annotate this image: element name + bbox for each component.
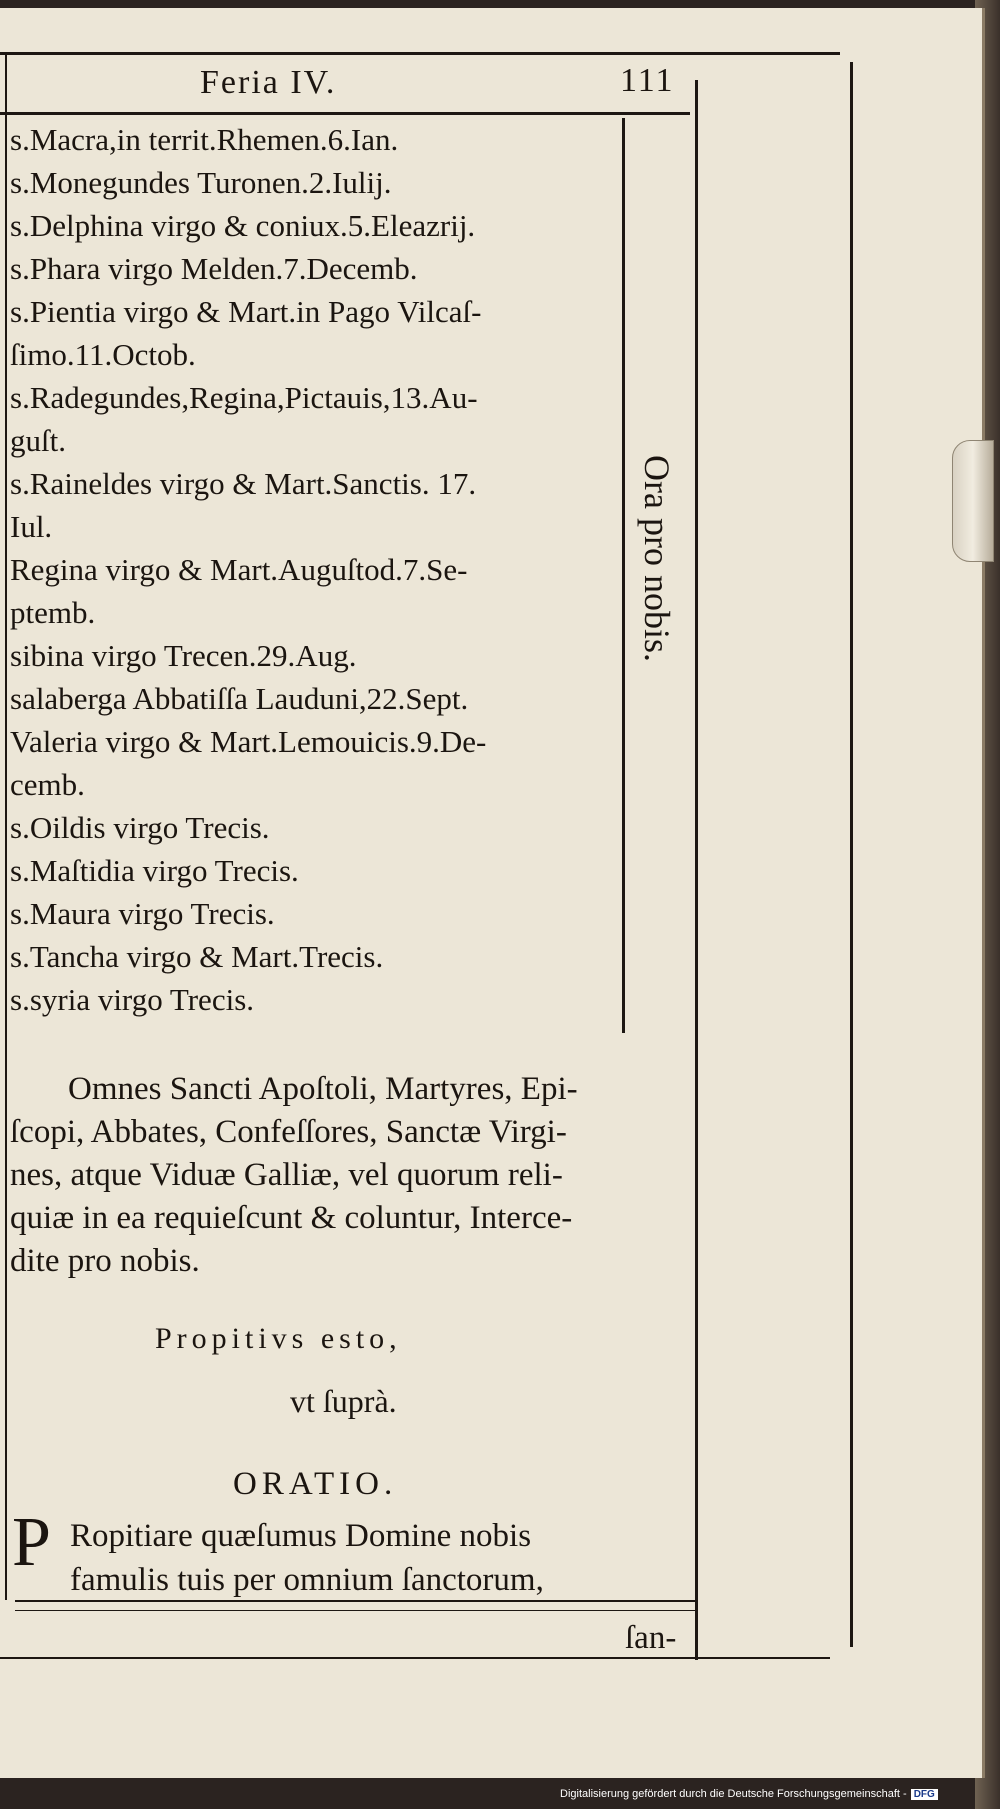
inner-right-rule [695,80,698,1660]
list-item: s.Maura virgo Trecis. [10,896,275,931]
list-item: Valeria virgo & Mart.Lemouicis.9.De- [10,724,487,759]
list-item: Iul. [10,509,53,544]
list-item: ptemb. [10,595,96,630]
digitization-credit [560,1788,938,1800]
invocation-line: quiæ in ea requieſcunt & coluntur, Interce- [10,1200,573,1236]
invocation-line: dite pro nobis. [10,1243,200,1279]
catchword: ſan- [625,1620,677,1656]
list-item: sibina virgo Trecen.29.Aug. [10,638,357,673]
oratio-heading: ORATIO. [233,1466,398,1502]
credit-text: Digitalisierung gefördert durch die Deutsche Forschungsgemeinschaft - [560,1788,907,1800]
list-item: Regina virgo & Mart.Auguſtod.7.Se- [10,552,468,587]
list-item: salaberga Abbatiſſa Lauduni,22.Sept. [10,681,469,716]
list-item: s.Macra,in territ.Rhemen.6.Ian. [10,122,399,157]
left-rule [5,55,7,1600]
saint-list [10,118,620,1021]
list-item: guſt. [10,423,66,458]
invocation-line: nes, atque Viduæ Galliæ, vel quorum reli- [10,1157,563,1193]
header-rule [0,112,690,115]
list-item: s.Pientia virgo & Mart.in Pago Vilcaſ- [10,294,482,329]
list-item: s.Delphina virgo & coniux.5.Eleazrij. [10,208,476,243]
side-refrain [628,455,688,695]
column-divider [622,118,625,1033]
list-item: s.syria virgo Trecis. [10,982,255,1017]
bottom-rule-2 [15,1610,695,1611]
drop-cap: P [12,1504,51,1581]
refrain-text: Ora pro nobis. [637,455,677,662]
propitius-subline: vt ſuprà. [290,1383,397,1419]
invocation-paragraph [10,1068,690,1283]
base-rule [0,1657,830,1659]
list-item: s.Oildis virgo Trecis. [10,810,270,845]
page-clip [952,440,994,562]
outer-right-rule [850,62,853,1647]
list-item: s.Maſtidia virgo Trecis. [10,853,299,888]
running-header [200,60,690,110]
list-item: s.Phara virgo Melden.7.Decemb. [10,251,418,286]
list-item: s.Radegundes,Regina,Pictauis,13.Au- [10,380,478,415]
invocation-line: ſcopi, Abbates, Confeſſores, Sanctæ Virgi- [10,1114,567,1150]
bottom-rule [15,1600,695,1602]
list-item: s.Monegundes Turonen.2.Iulij. [10,165,392,200]
oratio-line: famulis tuis per omnium ſanctorum, [70,1562,544,1598]
top-rule [0,52,840,55]
page-number: 111 [620,62,675,99]
list-item: s.Tancha virgo & Mart.Trecis. [10,939,384,974]
list-item: s.Raineldes virgo & Mart.Sanctis. 17. [10,466,477,501]
oratio-line: Ropitiare quæſumus Domine nobis [70,1518,532,1554]
header-title: Feria IV. [200,64,337,101]
list-item: ſimo.11.Octob. [10,337,196,372]
propitius-heading: Propitivs esto, [155,1322,402,1355]
dfg-logo: DFG [911,1789,938,1800]
invocation-line: Omnes Sancti Apoſtoli, Martyres, Epi- [68,1071,578,1107]
list-item: cemb. [10,767,85,802]
